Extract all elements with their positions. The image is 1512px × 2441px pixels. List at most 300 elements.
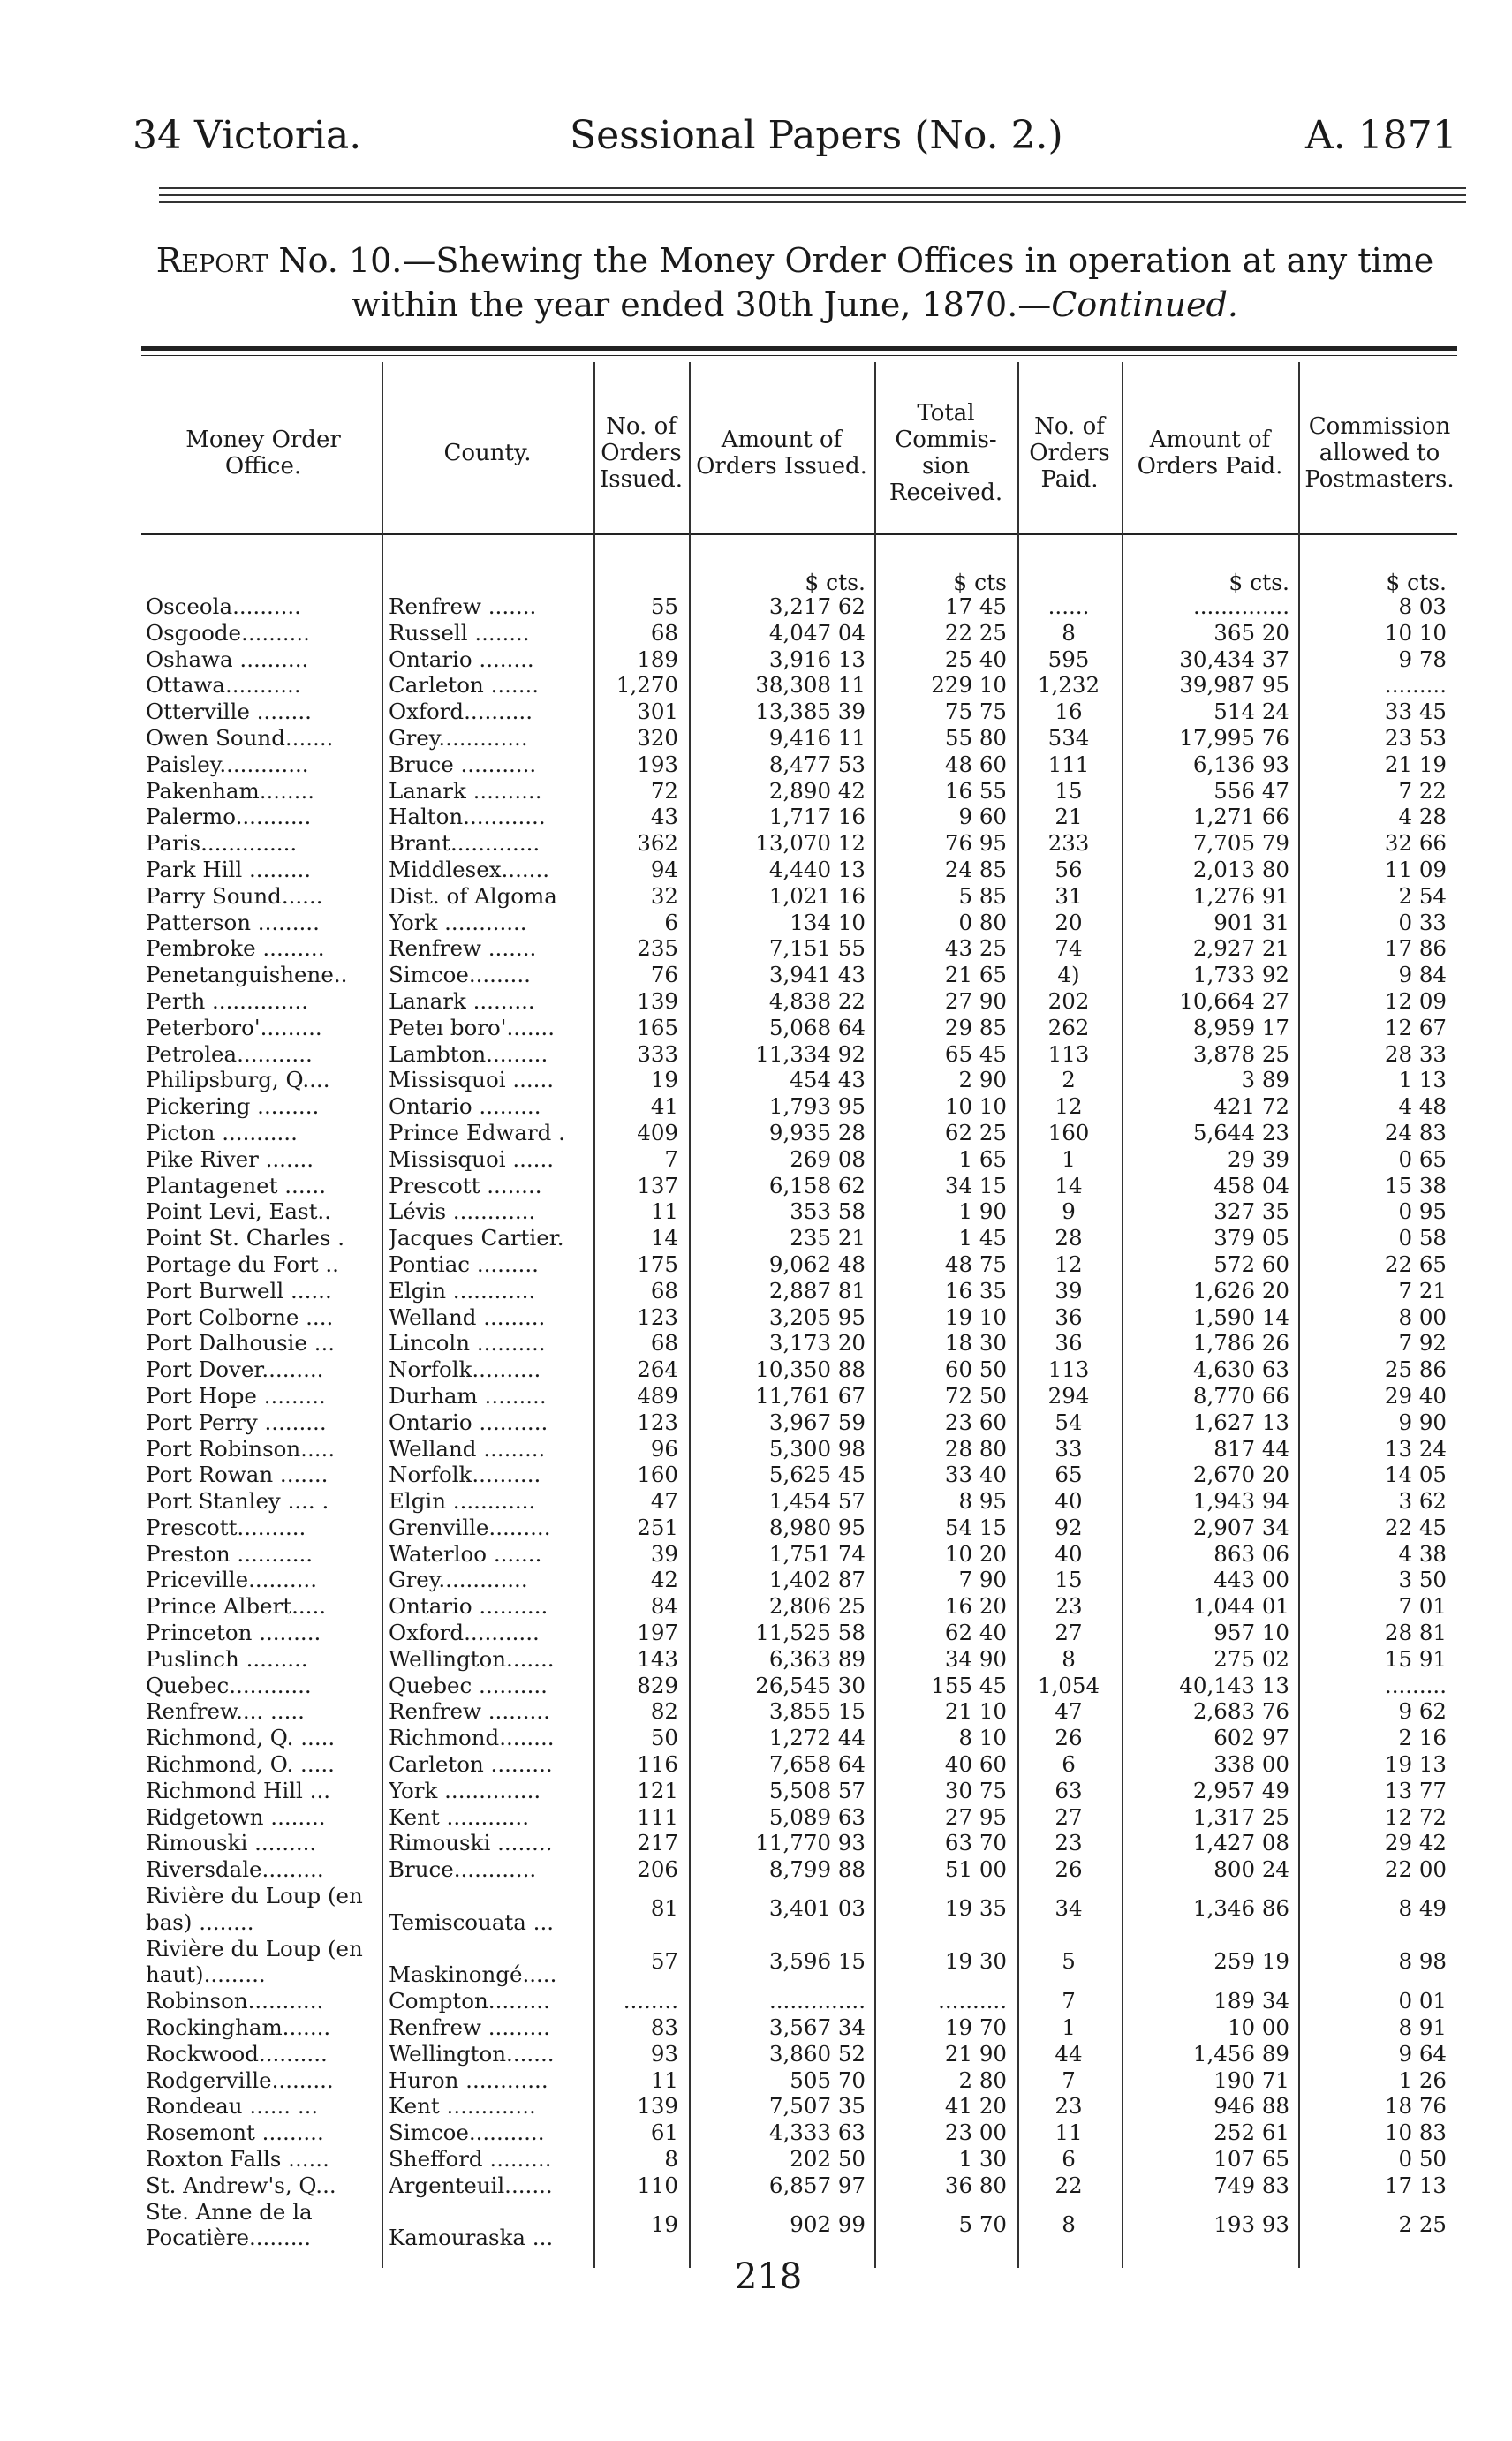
cell-amount-paid: 1,427 08 <box>1192 1830 1289 1856</box>
table-row <box>0 962 1512 988</box>
cell-office: Port Dalhousie ... <box>146 1330 336 1357</box>
cell-office: Port Robinson..... <box>146 1435 336 1462</box>
cell-amount-paid: 327 35 <box>1213 1198 1289 1225</box>
cell-county: Maskinongé..... <box>389 1961 557 1988</box>
cell-commission: 21 65 <box>944 962 1007 988</box>
cell-county: York .............. <box>389 1777 541 1803</box>
unit-allowed: $ cts. <box>1386 570 1447 595</box>
cell-office: Rosemont ......... <box>146 2120 324 2146</box>
table-row <box>0 1620 1512 1646</box>
cell-paid: 12 <box>1055 1251 1083 1277</box>
column-header-commission: Total Commis-sion Received. <box>888 399 1003 506</box>
cell-issued: 50 <box>650 1725 678 1751</box>
cell-amount-paid: 189 34 <box>1213 1988 1289 2014</box>
table-row <box>0 883 1512 910</box>
cell-issued: 217 <box>637 1830 678 1856</box>
cell-amount-paid: 514 24 <box>1213 699 1289 725</box>
cell-county: Ontario ........ <box>389 646 534 672</box>
cell-allowed: 0 58 <box>1398 1225 1447 1251</box>
table-row <box>0 1330 1512 1357</box>
table-row <box>0 1751 1512 1778</box>
column-header-allowed: Commission allowed to Postmasters. <box>1304 412 1455 493</box>
cell-allowed: 9 64 <box>1398 2040 1447 2067</box>
cell-office: Roxton Falls ...... <box>146 2146 329 2173</box>
cell-amount-paid: 4,630 63 <box>1192 1357 1289 1383</box>
cell-paid: 47 <box>1055 1698 1083 1725</box>
cell-amount-issued: 1,454 57 <box>768 1488 866 1515</box>
table-row <box>0 1357 1512 1383</box>
cell-county: Carleton ....... <box>389 672 540 699</box>
cell-amount-paid: 10 00 <box>1227 2014 1289 2041</box>
cell-paid: 534 <box>1047 724 1090 751</box>
column-header-amount-paid: Amount of Orders Paid. <box>1137 426 1283 480</box>
cell-county: Shefford ......... <box>389 2146 552 2173</box>
cell-office: Pakenham........ <box>146 777 315 804</box>
cell-allowed: ......... <box>1384 1672 1447 1698</box>
cell-amount-paid: 2,927 21 <box>1192 935 1289 962</box>
cell-paid: 54 <box>1055 1409 1083 1435</box>
column-header-office: Money Order Office. <box>185 426 341 480</box>
cell-issued: 41 <box>650 1093 678 1120</box>
cell-county: Simcoe........... <box>389 2120 545 2146</box>
cell-office: Renfrew.... ..... <box>146 1698 305 1725</box>
cell-county: Kamouraska ... <box>389 2225 554 2251</box>
cell-office: Port Colborne .... <box>146 1304 334 1330</box>
cell-commission: 2 80 <box>958 2067 1007 2093</box>
cell-office: Port Burwell ...... <box>146 1277 332 1304</box>
cell-amount-paid: 8,770 66 <box>1192 1382 1289 1409</box>
cell-commission: 63 70 <box>944 1830 1007 1856</box>
cell-commission: 10 20 <box>944 1540 1007 1567</box>
cell-allowed: 25 86 <box>1384 1357 1447 1383</box>
table-row <box>0 1462 1512 1488</box>
cell-office: Paisley............. <box>146 751 309 777</box>
cell-county: Argenteuil....... <box>389 2172 553 2198</box>
cell-commission: 19 35 <box>944 1895 1007 1922</box>
cell-issued: 193 <box>637 751 678 777</box>
cell-amount-issued: 4,440 13 <box>768 856 866 882</box>
cell-office: Owen Sound....... <box>146 724 334 751</box>
cell-commission: 34 15 <box>944 1172 1007 1198</box>
cell-allowed: 13 77 <box>1384 1777 1447 1803</box>
cell-amount-paid: 749 83 <box>1213 2172 1289 2198</box>
cell-allowed: 8 00 <box>1398 1304 1447 1330</box>
cell-issued: 137 <box>637 1172 678 1198</box>
cell-allowed: 7 01 <box>1398 1593 1447 1620</box>
cell-allowed: 9 62 <box>1398 1698 1447 1725</box>
cell-office: Ste. Anne de la Pocatière......... <box>146 2198 313 2251</box>
cell-county: Prescott ........ <box>389 1172 542 1198</box>
cell-paid: 65 <box>1055 1462 1083 1488</box>
cell-allowed: 2 25 <box>1398 2211 1447 2237</box>
cell-allowed: 29 40 <box>1384 1382 1447 1409</box>
cell-amount-paid: 957 10 <box>1213 1620 1289 1646</box>
cell-amount-issued: 11,334 92 <box>755 1040 866 1067</box>
cell-issued: 110 <box>637 2172 678 2198</box>
cell-paid: 595 <box>1047 646 1090 672</box>
table-row <box>0 1436 1512 1462</box>
cell-commission: 41 20 <box>944 2093 1007 2120</box>
cell-allowed: 9 84 <box>1398 962 1447 988</box>
cell-county: Grey............. <box>389 1567 528 1593</box>
cell-issued: 82 <box>650 1698 678 1725</box>
cell-commission: 28 80 <box>944 1435 1007 1462</box>
cell-amount-issued: 13,070 12 <box>755 830 866 857</box>
cell-commission: 62 40 <box>944 1620 1007 1646</box>
cell-allowed: 29 42 <box>1384 1830 1447 1856</box>
cell-amount-issued: 5,068 64 <box>768 1014 866 1040</box>
cell-amount-issued: 4,838 22 <box>768 987 866 1014</box>
cell-amount-paid: 7,705 79 <box>1192 830 1289 857</box>
cell-paid: 63 <box>1055 1777 1083 1803</box>
table-row <box>0 1278 1512 1304</box>
cell-allowed: 1 13 <box>1398 1067 1447 1093</box>
cell-amount-issued: 1,717 16 <box>768 804 866 830</box>
table-row <box>0 1778 1512 1804</box>
cell-amount-paid: 572 60 <box>1213 1251 1289 1277</box>
cell-amount-paid: 800 24 <box>1213 1856 1289 1883</box>
report-title-text: No. 10.—Shewing the Money Order Offices in operation at any time within the year ended 30th June, 1870.— <box>268 241 1434 324</box>
table-row <box>0 2014 1512 2041</box>
cell-office: Point St. Charles . <box>146 1225 345 1251</box>
cell-county: Renfrew ......... <box>389 2014 550 2041</box>
cell-county: Elgin ............ <box>389 1488 536 1515</box>
cell-commission: 5 85 <box>958 882 1007 909</box>
cell-commission: 1 30 <box>958 2146 1007 2173</box>
table-row <box>0 1304 1512 1331</box>
cell-allowed: 0 50 <box>1398 2146 1447 2173</box>
cell-issued: 251 <box>637 1514 678 1540</box>
cell-issued: 206 <box>637 1856 678 1883</box>
cell-amount-issued: 10,350 88 <box>755 1357 866 1383</box>
cell-paid: 26 <box>1055 1856 1083 1883</box>
table-row <box>0 910 1512 936</box>
cell-county: Oxford........... <box>389 1620 540 1646</box>
cell-paid: ...... <box>1047 593 1090 619</box>
cell-amount-issued: 11,770 93 <box>755 1830 866 1856</box>
cell-amount-issued: 3,916 13 <box>768 646 866 672</box>
cell-amount-paid: 338 00 <box>1213 1751 1289 1778</box>
cell-county: Renfrew ....... <box>389 935 537 962</box>
cell-county: Renfrew ....... <box>389 593 537 619</box>
cell-commission: 75 75 <box>944 699 1007 725</box>
cell-commission: 40 60 <box>944 1751 1007 1778</box>
cell-commission: 30 75 <box>944 1777 1007 1803</box>
cell-issued: 123 <box>637 1409 678 1435</box>
cell-paid: 1,232 <box>1037 672 1100 699</box>
cell-amount-issued: 902 99 <box>790 2211 866 2237</box>
cell-paid: 111 <box>1047 751 1090 777</box>
cell-paid: 2 <box>1062 1067 1076 1093</box>
table-row <box>0 1830 1512 1856</box>
cell-issued: 139 <box>637 2093 678 2120</box>
table-row <box>0 1488 1512 1515</box>
cell-commission: 17 45 <box>944 593 1007 619</box>
cell-allowed: 18 76 <box>1384 2093 1447 2120</box>
table-row <box>0 1198 1512 1225</box>
cell-office: Ridgetown ........ <box>146 1803 326 1830</box>
cell-commission: 27 90 <box>944 987 1007 1014</box>
cell-amount-issued: 505 70 <box>790 2067 866 2093</box>
cell-amount-issued: 7,151 55 <box>768 935 866 962</box>
cell-office: Ottawa........... <box>146 672 301 699</box>
cell-allowed: 22 00 <box>1384 1856 1447 1883</box>
unit-amount-paid: $ cts. <box>1228 570 1289 595</box>
cell-amount-paid: 421 72 <box>1213 1093 1289 1120</box>
cell-office: Pembroke ......... <box>146 935 325 962</box>
cell-amount-paid: 817 44 <box>1213 1435 1289 1462</box>
cell-office: Robinson........... <box>146 1988 324 2014</box>
cell-office: Rodgerville......... <box>146 2067 334 2093</box>
cell-commission: 25 40 <box>944 646 1007 672</box>
cell-allowed: 10 83 <box>1384 2120 1447 2146</box>
table-row <box>0 2093 1512 2120</box>
table-row <box>0 1541 1512 1568</box>
cell-paid: 11 <box>1055 2120 1083 2146</box>
table-row <box>0 1383 1512 1409</box>
cell-issued: 47 <box>650 1488 678 1515</box>
cell-amount-paid: 1,733 92 <box>1192 962 1289 988</box>
cell-paid: 202 <box>1047 987 1090 1014</box>
cell-paid: 23 <box>1055 1593 1083 1620</box>
cell-commission: 8 10 <box>958 1725 1007 1751</box>
cell-commission: 48 60 <box>944 751 1007 777</box>
cell-paid: 4) <box>1057 962 1080 988</box>
cell-county: Wellington....... <box>389 2040 555 2067</box>
cell-amount-paid: 39,987 95 <box>1179 672 1289 699</box>
cell-allowed: 28 33 <box>1384 1040 1447 1067</box>
cell-amount-paid: 252 61 <box>1213 2120 1289 2146</box>
cell-amount-paid: 107 65 <box>1213 2146 1289 2173</box>
cell-paid: 31 <box>1055 882 1083 909</box>
cell-allowed: ......... <box>1384 672 1447 699</box>
cell-amount-issued: 5,625 45 <box>768 1462 866 1488</box>
table-row <box>0 1936 1512 1989</box>
cell-amount-paid: 1,346 86 <box>1192 1895 1289 1922</box>
table-row <box>0 2041 1512 2067</box>
cell-amount-paid: 901 31 <box>1213 909 1289 935</box>
cell-commission: 22 25 <box>944 619 1007 646</box>
table-row <box>0 1225 1512 1251</box>
cell-amount-issued: 202 50 <box>790 2146 866 2173</box>
table-row <box>0 830 1512 857</box>
cell-allowed: 28 81 <box>1384 1620 1447 1646</box>
cell-county: Elgin ............ <box>389 1277 536 1304</box>
cell-paid: 7 <box>1062 1988 1076 2014</box>
column-header-paid: No. of Orders Paid. <box>1029 412 1110 493</box>
table-row <box>0 699 1512 725</box>
cell-county: Missisquoi ...... <box>389 1067 555 1093</box>
cell-commission: 60 50 <box>944 1357 1007 1383</box>
cell-paid: 28 <box>1055 1225 1083 1251</box>
cell-county: Temiscouata ... <box>389 1908 555 1935</box>
cell-issued: 8 <box>664 2146 678 2173</box>
cell-amount-issued: 11,761 67 <box>755 1382 866 1409</box>
table-row <box>0 1173 1512 1199</box>
table-body <box>0 593 1512 2251</box>
cell-amount-issued: 3,860 52 <box>768 2040 866 2067</box>
cell-amount-paid: 17,995 76 <box>1179 724 1289 751</box>
cell-amount-issued: 3,401 03 <box>768 1895 866 1922</box>
cell-allowed: 21 19 <box>1384 751 1447 777</box>
cell-amount-paid: 5,644 23 <box>1192 1119 1289 1145</box>
cell-office: Rockingham....... <box>146 2014 331 2041</box>
cell-office: Rondeau ...... ... <box>146 2093 319 2120</box>
cell-county: Wellington....... <box>389 1645 555 1672</box>
cell-amount-issued: 3,967 59 <box>768 1409 866 1435</box>
cell-issued: 235 <box>637 935 678 962</box>
cell-office: Park Hill ......... <box>146 856 312 882</box>
cell-office: Priceville.......... <box>146 1567 317 1593</box>
cell-amount-paid: 190 71 <box>1213 2067 1289 2093</box>
table-row <box>0 1804 1512 1831</box>
cell-office: Picton ........... <box>146 1119 298 1145</box>
cell-allowed: 2 16 <box>1398 1725 1447 1751</box>
cell-amount-issued: 38,308 11 <box>755 672 866 699</box>
cell-issued: 165 <box>637 1014 678 1040</box>
cell-amount-paid: 946 88 <box>1213 2093 1289 2120</box>
cell-paid: 113 <box>1047 1357 1090 1383</box>
cell-amount-paid: 1,271 66 <box>1192 804 1289 830</box>
cell-allowed: 19 13 <box>1384 1751 1447 1778</box>
cell-commission: 27 95 <box>944 1803 1007 1830</box>
cell-paid: 262 <box>1047 1014 1090 1040</box>
cell-issued: 189 <box>637 646 678 672</box>
cell-county: Pontiac ......... <box>389 1251 539 1277</box>
unit-commission: $ cts <box>953 570 1007 595</box>
cell-office: Osceola.......... <box>146 593 301 619</box>
cell-allowed: 0 95 <box>1398 1198 1447 1225</box>
cell-county: Norfolk.......... <box>389 1357 541 1383</box>
table-row <box>0 2146 1512 2173</box>
cell-amount-issued: 5,300 98 <box>768 1435 866 1462</box>
table-row <box>0 620 1512 646</box>
cell-issued: 55 <box>650 593 678 619</box>
cell-county: Ontario .......... <box>389 1409 548 1435</box>
table-row <box>0 857 1512 883</box>
cell-allowed: 9 78 <box>1398 646 1447 672</box>
cell-amount-paid: 29 39 <box>1227 1145 1289 1172</box>
table-row <box>0 935 1512 962</box>
cell-issued: 121 <box>637 1777 678 1803</box>
cell-paid: 20 <box>1055 909 1083 935</box>
cell-county: Grey............. <box>389 724 528 751</box>
cell-paid: 14 <box>1055 1172 1083 1198</box>
table-row <box>0 646 1512 673</box>
cell-county: Peteı boro'....... <box>389 1014 555 1040</box>
table-row <box>0 1093 1512 1120</box>
cell-paid: 113 <box>1047 1040 1090 1067</box>
cell-amount-issued: 9,416 11 <box>768 724 866 751</box>
cell-issued: 143 <box>637 1645 678 1672</box>
table-header-rule <box>141 533 1457 535</box>
cell-commission: 62 25 <box>944 1119 1007 1145</box>
cell-issued: 94 <box>650 856 678 882</box>
cell-amount-issued: 2,806 25 <box>768 1593 866 1620</box>
cell-allowed: 0 65 <box>1398 1145 1447 1172</box>
report-title-continued: Continued. <box>1051 285 1238 324</box>
cell-amount-paid: 2,670 20 <box>1192 1462 1289 1488</box>
table-row <box>0 1593 1512 1620</box>
cell-county: Kent ............. <box>389 2093 536 2120</box>
cell-issued: ........ <box>623 1988 678 2014</box>
table-row <box>0 1146 1512 1173</box>
cell-paid: 36 <box>1055 1304 1083 1330</box>
cell-paid: 44 <box>1055 2040 1083 2067</box>
cell-issued: 123 <box>637 1304 678 1330</box>
cell-amount-issued: 1,272 44 <box>768 1725 866 1751</box>
cell-commission: 2 90 <box>958 1067 1007 1093</box>
column-header-issued: No. of Orders Issued. <box>600 412 683 493</box>
cell-amount-issued: .............. <box>768 1988 866 2014</box>
cell-office: Penetanguishene.. <box>146 962 348 988</box>
cell-county: Welland ......... <box>389 1435 546 1462</box>
cell-commission: 34 90 <box>944 1645 1007 1672</box>
cell-commission: 36 80 <box>944 2172 1007 2198</box>
cell-issued: 160 <box>637 1462 678 1488</box>
cell-paid: 40 <box>1055 1540 1083 1567</box>
cell-amount-paid: 1,456 89 <box>1192 2040 1289 2067</box>
table-row <box>0 2173 1512 2199</box>
cell-amount-paid: 863 06 <box>1213 1540 1289 1567</box>
cell-issued: 68 <box>650 1277 678 1304</box>
cell-office: Rivière du Loup (en haut)......... <box>146 1935 363 1988</box>
table-row <box>0 2120 1512 2146</box>
cell-amount-paid: 602 97 <box>1213 1725 1289 1751</box>
cell-paid: 8 <box>1062 1645 1076 1672</box>
cell-commission: 1 90 <box>958 1198 1007 1225</box>
cell-amount-issued: 8,980 95 <box>768 1514 866 1540</box>
cell-paid: 40 <box>1055 1488 1083 1515</box>
table-row <box>0 593 1512 620</box>
cell-commission: 21 10 <box>944 1698 1007 1725</box>
cell-amount-issued: 3,173 20 <box>768 1330 866 1357</box>
cell-amount-paid: 1,943 94 <box>1192 1488 1289 1515</box>
table-row <box>0 804 1512 830</box>
cell-county: Lincoln .......... <box>389 1330 546 1357</box>
running-header-left: 34 Victoria. <box>132 113 362 158</box>
cell-office: Rivière du Loup (en bas) ........ <box>146 1883 363 1935</box>
table-row <box>0 1120 1512 1146</box>
cell-allowed: 24 83 <box>1384 1119 1447 1145</box>
table-row <box>0 2067 1512 2094</box>
cell-commission: 155 45 <box>931 1672 1007 1698</box>
cell-amount-issued: 3,205 95 <box>768 1304 866 1330</box>
cell-county: Oxford.......... <box>389 699 533 725</box>
cell-allowed: 12 09 <box>1384 987 1447 1014</box>
cell-amount-issued: 1,751 74 <box>768 1540 866 1567</box>
cell-county: Rimouski ........ <box>389 1830 553 1856</box>
cell-county: Prince Edward . <box>389 1119 565 1145</box>
cell-office: Oshawa .......... <box>146 646 309 672</box>
cell-county: Renfrew ......... <box>389 1698 550 1725</box>
cell-amount-issued: 3,217 62 <box>768 593 866 619</box>
cell-commission: 29 85 <box>944 1014 1007 1040</box>
cell-office: Palermo........... <box>146 804 312 830</box>
cell-amount-paid: 2,957 49 <box>1192 1777 1289 1803</box>
cell-issued: 14 <box>650 1225 678 1251</box>
cell-office: Rimouski ......... <box>146 1830 317 1856</box>
cell-paid: 21 <box>1055 804 1083 830</box>
cell-commission: 51 00 <box>944 1856 1007 1883</box>
cell-allowed: 7 22 <box>1398 777 1447 804</box>
cell-commission: 10 10 <box>944 1093 1007 1120</box>
cell-office: Petrolea........... <box>146 1040 313 1067</box>
cell-office: Riversdale......... <box>146 1856 324 1883</box>
cell-paid: 15 <box>1055 777 1083 804</box>
cell-amount-issued: 3,855 15 <box>768 1698 866 1725</box>
cell-amount-paid: 1,626 20 <box>1192 1277 1289 1304</box>
